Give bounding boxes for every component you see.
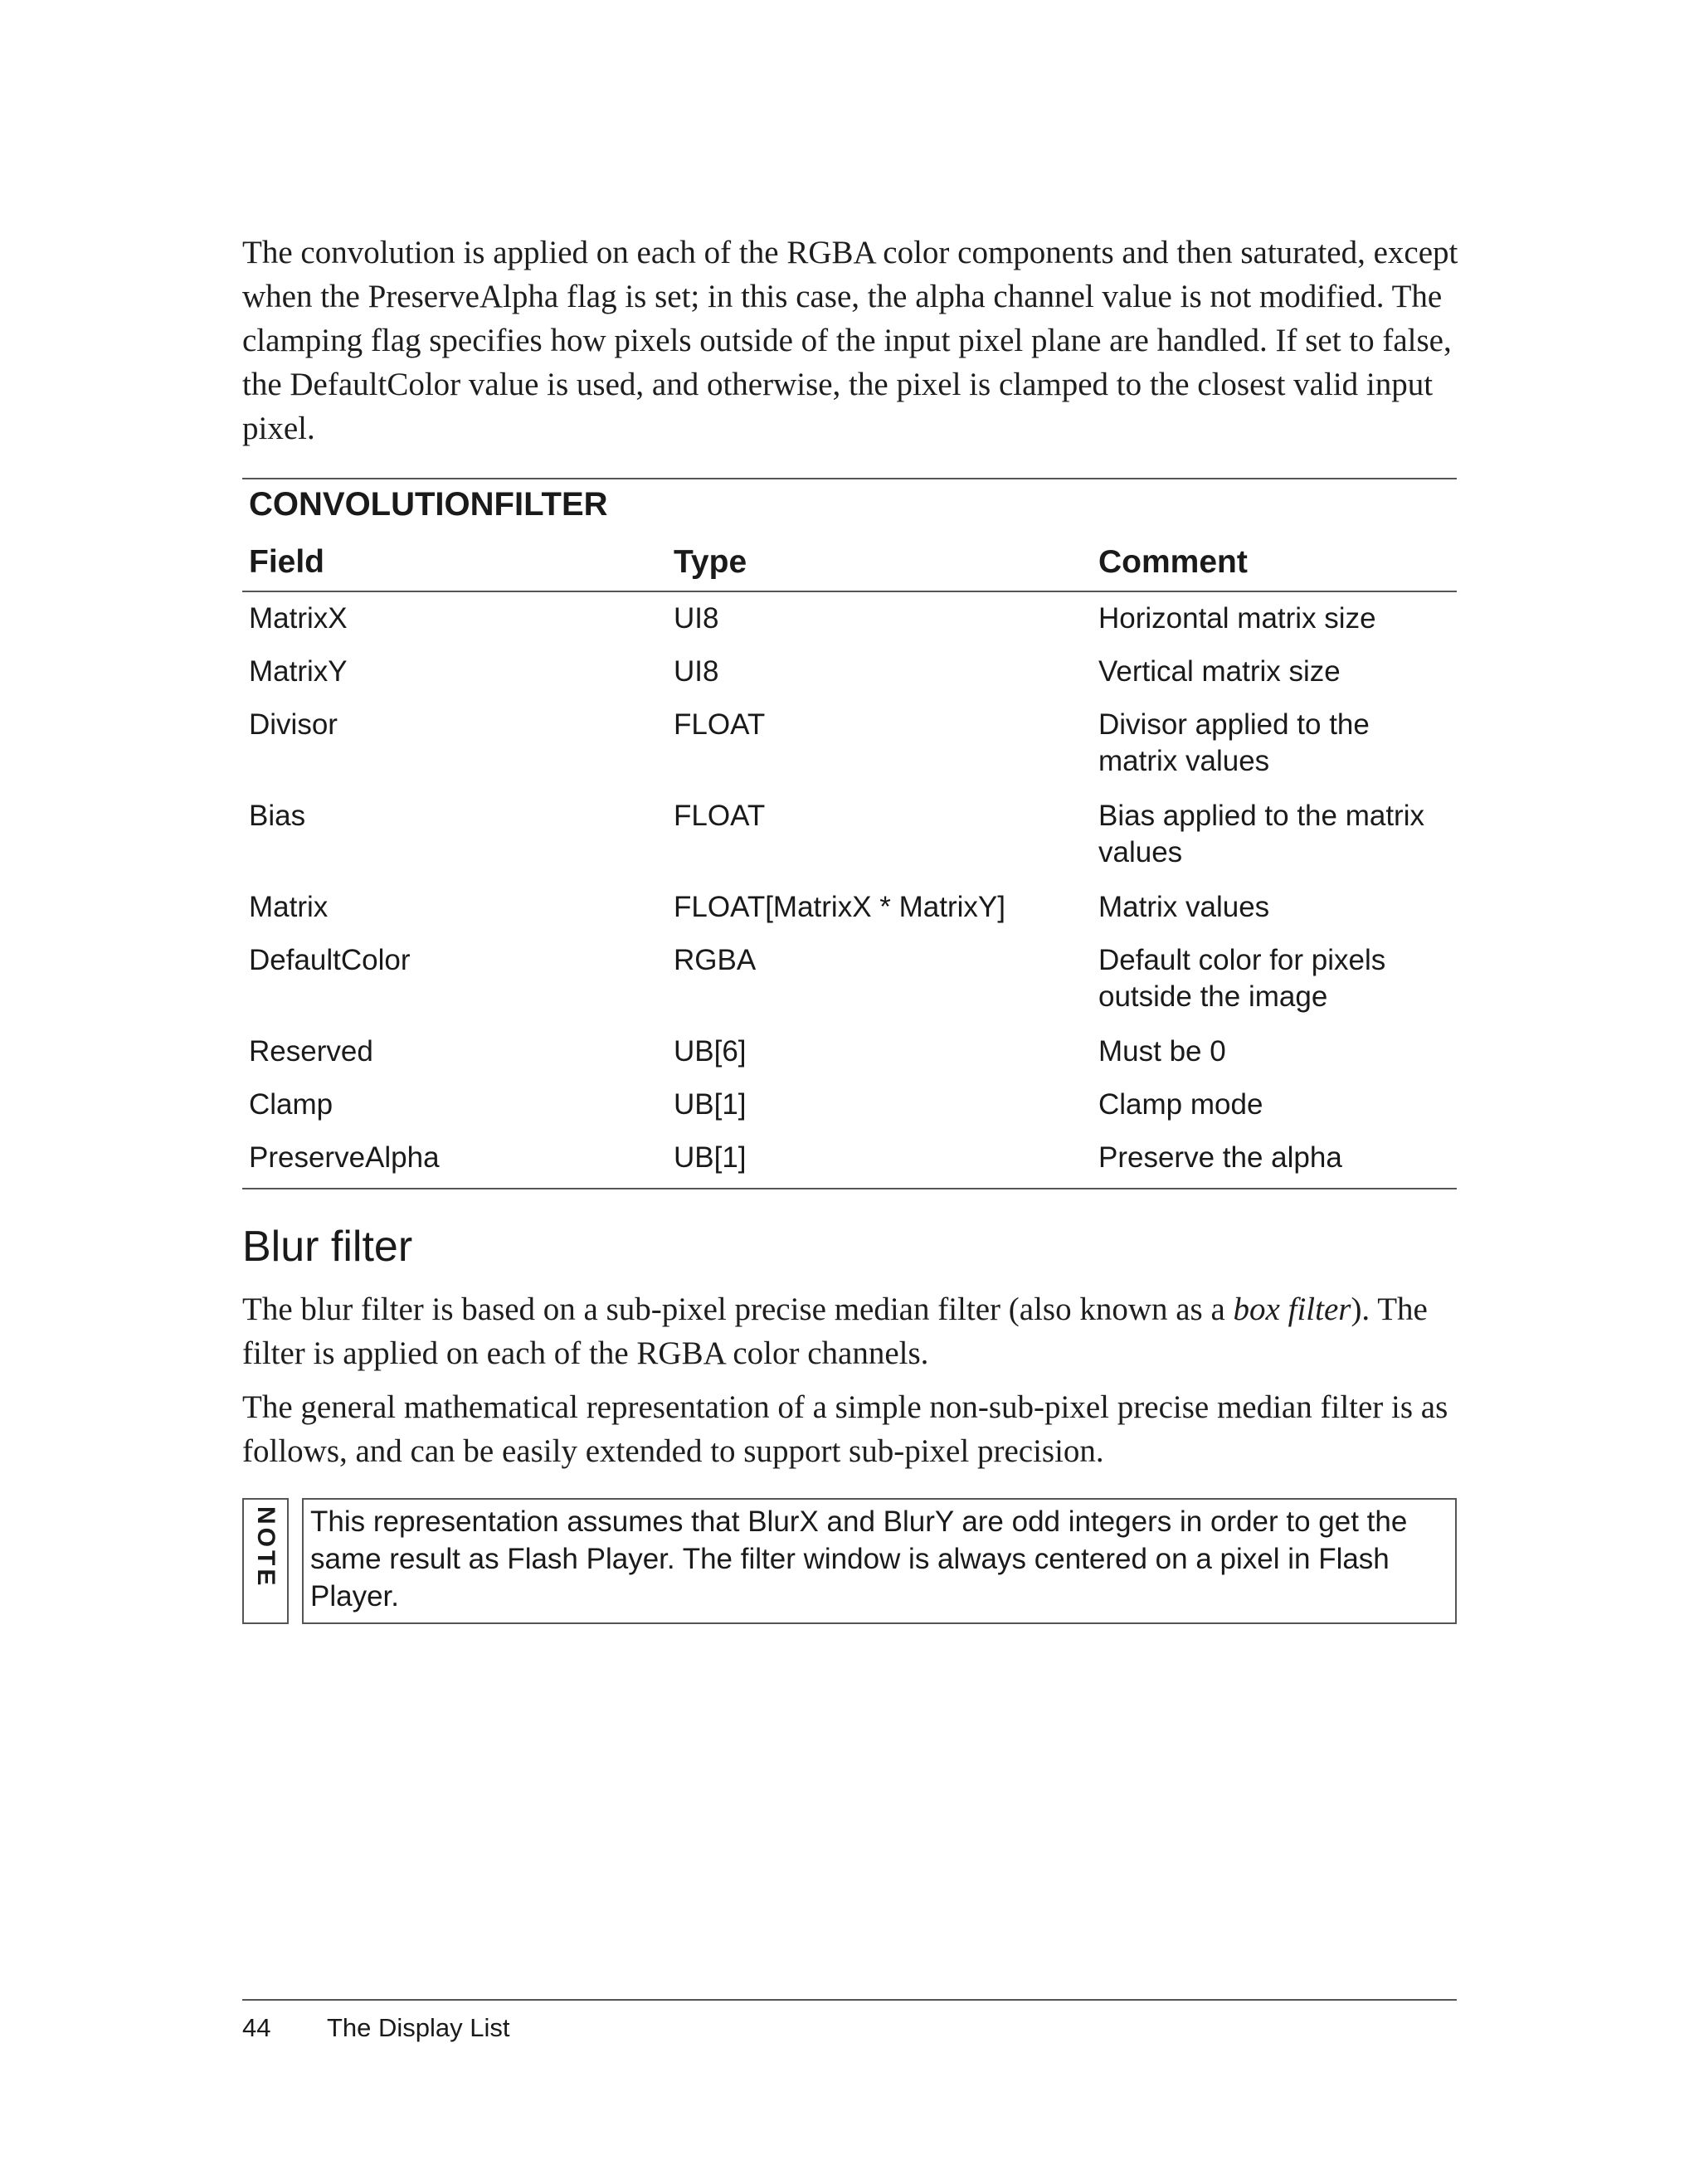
comment-cell: Bias applied to the matrix values: [1098, 800, 1424, 868]
comment-cell: Must be 0: [1098, 1035, 1226, 1068]
field-cell: Bias: [249, 800, 306, 832]
type-cell: UB[1]: [674, 1141, 747, 1174]
column-header-field: Field: [249, 544, 325, 580]
type-cell: UB[1]: [674, 1088, 747, 1121]
note-box: [302, 1498, 1457, 1624]
field-cell: MatrixY: [249, 655, 348, 688]
note-label-tab: [242, 1498, 289, 1624]
field-cell: Reserved: [249, 1035, 373, 1068]
table-body: [242, 594, 1457, 1186]
section-heading: Blur filter: [242, 1223, 413, 1271]
table-row: [242, 791, 1457, 883]
table-row: [242, 1133, 1457, 1186]
page-number: 44: [242, 2013, 271, 2042]
type-cell: UI8: [674, 602, 719, 635]
comment-cell: Divisor applied to the matrix values: [1098, 708, 1370, 777]
table-row: [242, 700, 1457, 791]
footer-rule: [242, 1999, 1457, 2001]
comment-cell: Default color for pixels outside the image: [1098, 944, 1386, 1013]
table-row: [242, 1027, 1457, 1080]
type-cell: FLOAT[MatrixX * MatrixY]: [674, 891, 1005, 923]
table-title: CONVOLUTIONFILTER: [249, 486, 608, 523]
note-label: NOTE: [252, 1506, 280, 1589]
table-row: [242, 936, 1457, 1027]
table-row: [242, 647, 1457, 700]
table-top-rule: [242, 478, 1457, 479]
paragraph-text: ). The filter is applied on each of the RGBA color channels.: [242, 1291, 1428, 1371]
type-cell: UB[6]: [674, 1035, 747, 1068]
column-header-comment: Comment: [1098, 544, 1248, 580]
comment-cell: Preserve the alpha: [1098, 1141, 1342, 1174]
comment-cell: Horizontal matrix size: [1098, 602, 1376, 635]
comment-cell: Vertical matrix size: [1098, 655, 1341, 688]
table-bottom-rule: [242, 1188, 1457, 1189]
comment-cell: Matrix values: [1098, 891, 1270, 923]
note-text: This representation assumes that BlurX and BlurY are odd integers in order to get the same result as Flash Player. The filter window is always centered on a pixel in Flash Player.: [310, 1505, 1408, 1612]
field-cell: MatrixX: [249, 602, 348, 635]
field-cell: PreserveAlpha: [249, 1141, 440, 1174]
table-header: [242, 539, 1457, 592]
field-cell: DefaultColor: [249, 944, 411, 976]
column-header-type: Type: [674, 544, 747, 580]
intro-paragraph: The convolution is applied on each of the RGBA color components and then saturated, except when the PreserveAlpha flag is set; in this case, the alpha channel value is not modified. The clamping flag specifies how pixels outside of the input pixel plane are handled. If set to false, the DefaultColor value is used, and otherwise, the pixel is clamped to the closest valid input pixel.: [242, 235, 1458, 446]
blur-filter-paragraph: [242, 1287, 1462, 1375]
emphasized-term: box filter: [1233, 1291, 1351, 1327]
type-cell: UI8: [674, 655, 719, 688]
field-cell: Matrix: [249, 891, 329, 923]
table-row: [242, 1080, 1457, 1133]
chapter-title: The Display List: [327, 2013, 510, 2042]
type-cell: FLOAT: [674, 800, 766, 832]
type-cell: FLOAT: [674, 708, 766, 741]
type-cell: RGBA: [674, 944, 757, 976]
field-cell: Clamp: [249, 1088, 333, 1121]
field-cell: Divisor: [249, 708, 338, 741]
representation-paragraph: The general mathematical representation of a simple non-sub-pixel precise median filter is as follows, and can be easily extended to support sub-pixel precision.: [242, 1389, 1448, 1469]
table-row: [242, 594, 1457, 647]
paragraph-text: The blur filter is based on a sub-pixel precise median filter (also known as a: [242, 1291, 1234, 1327]
table-row: [242, 883, 1457, 936]
comment-cell: Clamp mode: [1098, 1088, 1263, 1121]
